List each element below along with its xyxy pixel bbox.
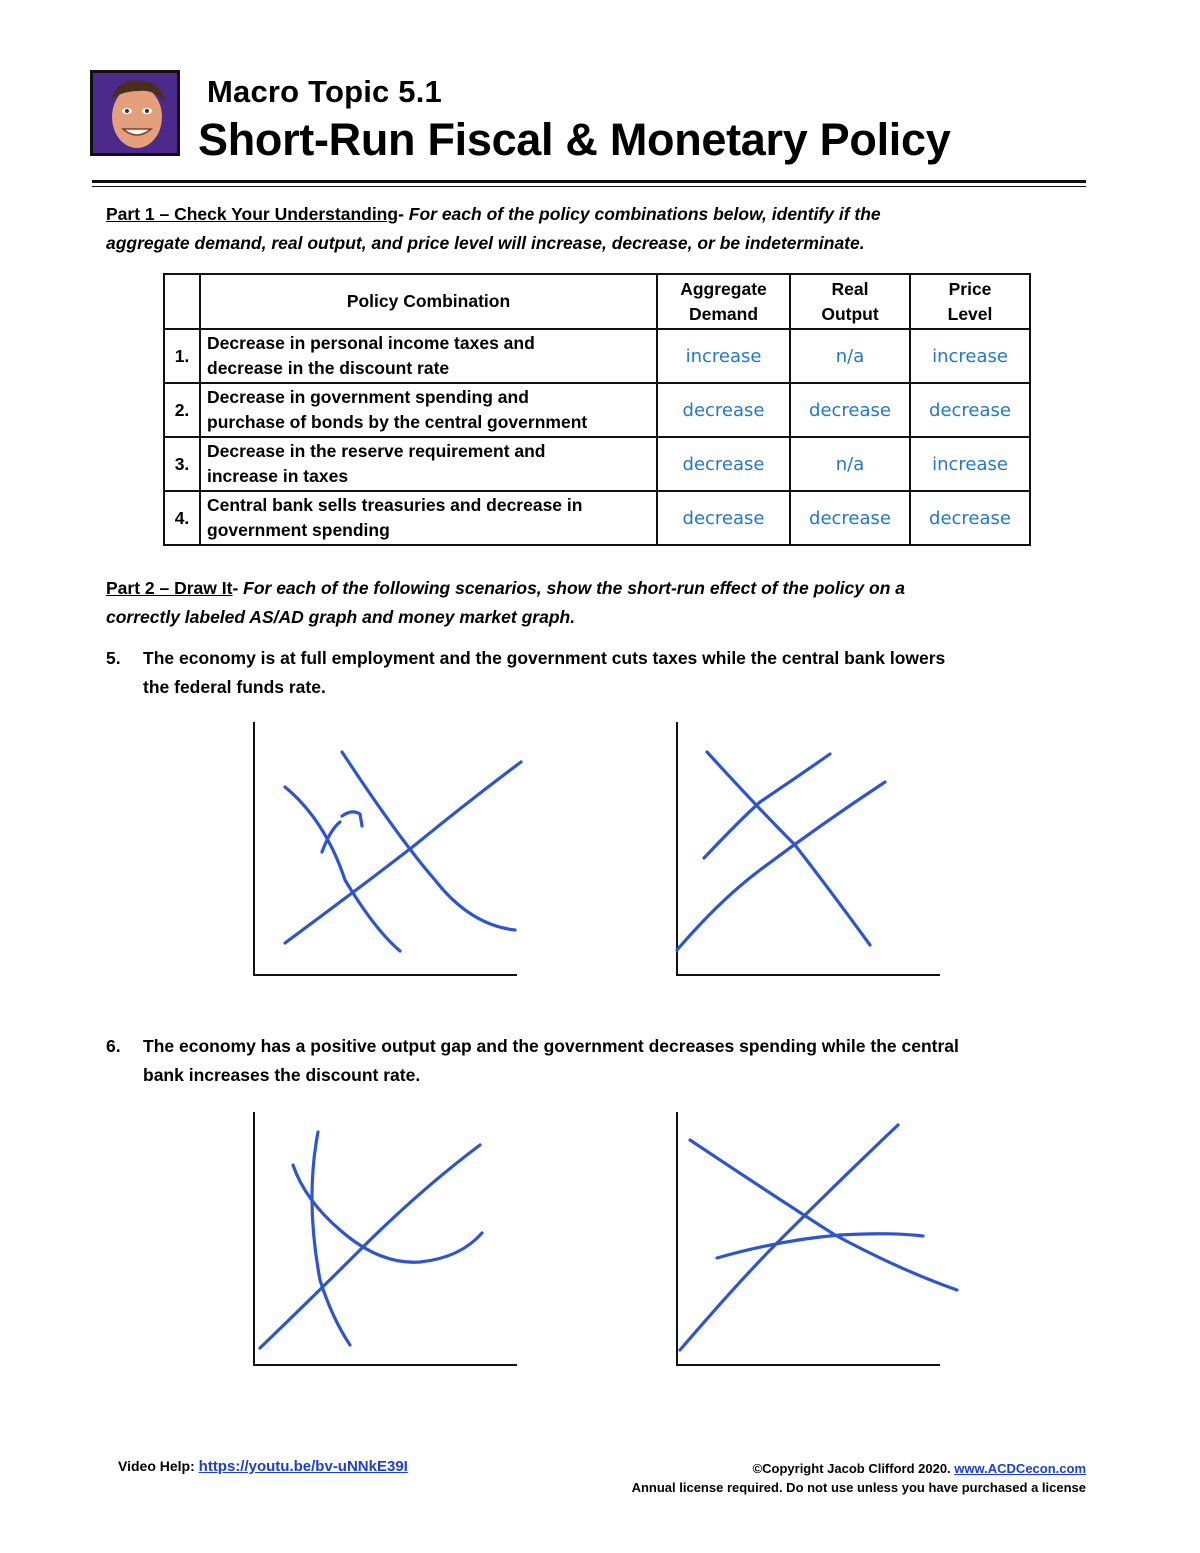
row-policy — [200, 437, 657, 491]
header-aggregate-demand — [657, 274, 790, 329]
video-help-link[interactable]: https://youtu.be/bv-uNNkE39I — [198, 1458, 408, 1475]
demand-curve-shifted — [293, 1165, 482, 1262]
demand-curve-original — [312, 1132, 350, 1345]
row-policy-line2: government spending — [207, 520, 390, 540]
row-number: 1. — [164, 329, 200, 383]
header-pl-line1: Price — [948, 278, 992, 299]
header-policy: Policy Combination — [200, 274, 657, 329]
answer-real-output[interactable]: n/a — [790, 437, 910, 491]
part2-instructions — [106, 574, 1106, 632]
copyright-text: ©Copyright Jacob Clifford 2020. — [752, 1461, 955, 1476]
video-help — [118, 1458, 408, 1475]
question-line1: The economy has a positive output gap and the government decreases spending while the central — [143, 1036, 959, 1056]
answer-real-output[interactable]: decrease — [790, 491, 910, 545]
row-policy-line2: decrease in the discount rate — [207, 358, 450, 378]
row-policy — [200, 491, 657, 545]
header-ad-line2: Demand — [688, 303, 759, 324]
demand-curve — [690, 1140, 957, 1290]
license-text: Annual license required. Do not use unless you have purchased a license — [631, 1480, 1086, 1495]
supply-curve — [285, 762, 521, 943]
row-number: 2. — [164, 383, 200, 437]
row-policy-line1: Decrease in personal income taxes and — [207, 333, 535, 353]
answer-price-level[interactable]: decrease — [910, 491, 1030, 545]
header-real-output — [790, 274, 910, 329]
q5-money-market-graph[interactable] — [665, 715, 955, 985]
video-help-label: Video Help: — [118, 1458, 199, 1474]
row-policy-line1: Decrease in government spending and — [207, 387, 529, 407]
question-text — [143, 1032, 959, 1090]
author-photo — [90, 70, 180, 156]
answer-real-output[interactable]: n/a — [790, 329, 910, 383]
question-number: 5. — [106, 648, 121, 668]
part2-instructions-line2: correctly labeled AS/AD graph and money market graph. — [106, 607, 576, 627]
question-5 — [106, 644, 1096, 704]
part2-heading: Part 2 – Draw It — [106, 578, 233, 598]
topic-label: Macro Topic 5.1 — [207, 74, 442, 109]
row-policy — [200, 383, 657, 437]
table-header-row — [164, 274, 1030, 329]
part1-instructions-line2: aggregate demand, real output, and price level will increase, decrease, or be indeterminate. — [106, 233, 865, 253]
header-ro-line1: Real — [831, 278, 869, 299]
header-price-level — [910, 274, 1030, 329]
demand-curve-shifted — [342, 752, 515, 930]
answer-price-level[interactable]: increase — [910, 329, 1030, 383]
shift-arrow-head — [342, 812, 362, 826]
header-ad-line1: Aggregate — [680, 278, 767, 299]
supply-curve — [260, 1145, 480, 1348]
row-policy-line1: Central bank sells treasuries and decrease in — [207, 495, 583, 515]
header-pl-line2: Level — [947, 303, 993, 324]
question-6 — [106, 1032, 1096, 1092]
answer-aggregate-demand[interactable]: increase — [657, 329, 790, 383]
question-line2: the federal funds rate. — [143, 677, 326, 697]
row-number: 3. — [164, 437, 200, 491]
header-ro-line2: Output — [821, 303, 879, 324]
q6-money-market-graph[interactable] — [665, 1105, 965, 1375]
copyright-block — [632, 1459, 1086, 1497]
answer-aggregate-demand[interactable]: decrease — [657, 383, 790, 437]
page-title: Short-Run Fiscal & Monetary Policy — [198, 114, 951, 165]
question-text — [143, 644, 945, 702]
supply-curve-original — [680, 1125, 898, 1350]
table-row — [164, 491, 1030, 545]
site-link[interactable]: www.ACDCecon.com — [954, 1461, 1086, 1476]
part1-instructions-line1: - For each of the policy combinations below, identify if the — [398, 204, 881, 224]
answer-aggregate-demand[interactable]: decrease — [657, 437, 790, 491]
answer-aggregate-demand[interactable]: decrease — [657, 491, 790, 545]
answer-price-level[interactable]: decrease — [910, 383, 1030, 437]
table-row — [164, 437, 1030, 491]
row-policy-line2: purchase of bonds by the central government — [207, 412, 588, 432]
q6-asad-graph[interactable] — [240, 1105, 530, 1375]
part2-instructions-line1: - For each of the following scenarios, show the short-run effect of the policy on a — [232, 578, 905, 598]
table-row — [164, 329, 1030, 383]
header-divider-thin — [92, 186, 1086, 187]
row-policy — [200, 329, 657, 383]
row-number: 4. — [164, 491, 200, 545]
question-number: 6. — [106, 1036, 121, 1056]
question-line2: bank increases the discount rate. — [143, 1065, 421, 1085]
header-divider — [92, 180, 1086, 183]
header-number — [164, 274, 200, 329]
part1-heading: Part 1 – Check Your Understanding — [106, 204, 399, 224]
answer-real-output[interactable]: decrease — [790, 383, 910, 437]
part1-instructions — [106, 200, 1106, 258]
supply-curve-shifted — [717, 1234, 923, 1258]
table-row — [164, 383, 1030, 437]
policy-table — [163, 273, 1031, 546]
row-policy-line1: Decrease in the reserve requirement and — [207, 441, 546, 461]
q5-asad-graph[interactable] — [240, 715, 530, 985]
answer-price-level[interactable]: increase — [910, 437, 1030, 491]
author-portrait-icon — [93, 73, 177, 153]
row-policy-line2: increase in taxes — [207, 466, 349, 486]
question-line1: The economy is at full employment and the government cuts taxes while the central bank lowers — [143, 648, 946, 668]
